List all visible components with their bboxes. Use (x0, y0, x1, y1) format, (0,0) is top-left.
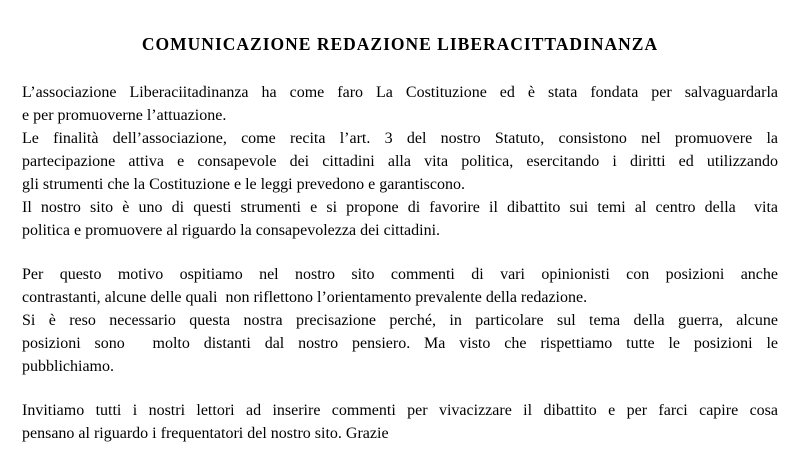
text-line: posizioni sono molto distanti dal nostro pensiero. Ma visto che rispettiamo tutte le posizioni le (22, 335, 778, 352)
paragraph (22, 127, 778, 196)
text-line: contrastanti, alcune delle quali non riflettono l’orientamento prevalente della redazione. (22, 289, 588, 306)
text-line: pensano al riguardo i frequentatori del nostro sito. Grazie (22, 425, 389, 442)
paragraph (22, 399, 778, 445)
text-line: Per questo motivo ospitiamo nel nostro sito commenti di vari opinionisti con posizioni anche (22, 266, 778, 283)
document-title: COMUNICAZIONE REDAZIONE LIBERACITTADINANZA (141, 34, 659, 54)
text-line: pubblichiamo. (22, 358, 114, 375)
text-line: e per promuoverne l’attuazione. (22, 107, 227, 124)
paragraph (22, 309, 778, 378)
text-line: Il nostro sito è uno di questi strumenti e si propone di favorire il dibattito sui temi al centro della vita (22, 199, 778, 216)
text-line: partecipazione attiva e consapevole dei cittadini alla vita politica, esercitando i diritti ed utilizzando (22, 153, 778, 170)
text-line: L’associazione Liberaciitadinanza ha come faro La Costituzione ed è stata fondata per salvaguardarla (22, 84, 778, 101)
text-line: Si è reso necessario questa nostra precisazione perché, in particolare sul tema della guerra, alcune (22, 312, 778, 329)
text-line: gli strumenti che la Costituzione e le leggi prevedono e garantiscono. (22, 176, 465, 193)
text-line: politica e promuovere al riguardo la consapevolezza dei cittadini. (22, 222, 441, 239)
paragraph (22, 196, 778, 242)
document-body (22, 81, 778, 445)
paragraph (22, 263, 778, 309)
text-line: Invitiamo tutti i nostri lettori ad inserire commenti per vivacizzare il dibattito e per farci capire cosa (22, 402, 778, 419)
text-line: Le finalità dell’associazione, come recita l’art. 3 del nostro Statuto, consistono nel promuovere la (22, 130, 778, 147)
paragraph (22, 81, 778, 127)
